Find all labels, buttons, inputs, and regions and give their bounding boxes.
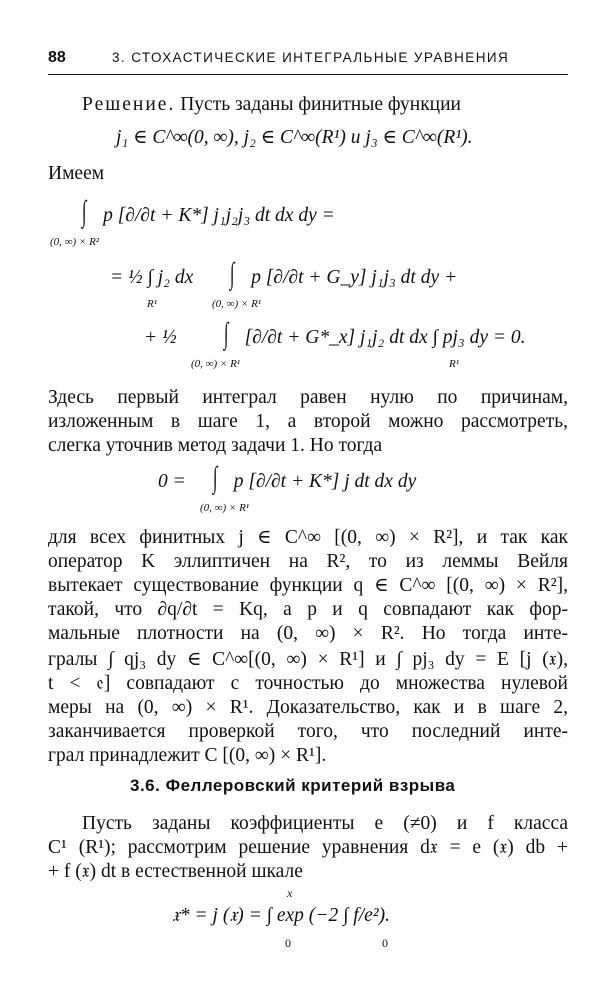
- para2-line-2: оператор K эллиптичен на R², то из леммы Вейля: [48, 551, 568, 572]
- eq1-line-3-prefix: + ½: [144, 327, 177, 348]
- para2-line-9: заканчивается проверкой того, что последний инте-: [48, 721, 568, 742]
- para2-line-1: для всех финитных j ∈ C^∞ [(0, ∞) × R²], и так как: [48, 527, 568, 548]
- eq3-lower-limit-b: 0: [382, 936, 388, 950]
- integral-sign: ∫: [229, 257, 235, 290]
- para2-line-8: меры на (0, ∞) × R¹. Доказательство, как и в шаге 2,: [48, 697, 568, 718]
- eq2-lhs: 0 =: [158, 471, 186, 492]
- eq3-lower-limit-a: 0: [285, 936, 291, 950]
- eq1-line-1-body: p [∂/∂t + K*] j₁j₂j₃ dt dx dy =: [103, 205, 335, 226]
- eq1-line-2-domain-b: (0, ∞) × R¹: [212, 298, 262, 310]
- para2-line-7: t < 𝔢] совпадают с точностью до множества нулевой: [48, 673, 568, 694]
- para1-line-2: изложенным в шаге 1, а второй можно рассмотреть,: [48, 411, 568, 432]
- eq2-body: p [∂/∂t + K*] j dt dx dy: [233, 471, 417, 492]
- eq1-line-3-body: [∂/∂t + G*_x] j₁j₂ dt dx ∫ pj₃ dy = 0.: [244, 327, 526, 348]
- integral-sign: ∫: [81, 195, 87, 228]
- solution-line-1: [82, 93, 461, 117]
- eq1-line-3-domain-a: (0, ∞) × R¹: [191, 358, 241, 370]
- para2-line-4: такой, что ∂q/∂t = Kq, а p и q совпадают как фор-: [48, 599, 568, 620]
- eq2: [158, 461, 417, 494]
- solution-line-1-text: Пусть заданы финитные функции: [180, 94, 461, 115]
- para2-line-3: вытекает существование функции q ∈ C^∞ [(0, ∞) × R²],: [48, 575, 568, 596]
- eq3: 𝔵* = j (𝔵) = ∫ exp (−2 ∫ f/e²).: [172, 905, 390, 926]
- running-header: [48, 46, 568, 75]
- para2-line-10: грал принадлежит C [(0, ∞) × R¹].: [48, 745, 327, 766]
- para1-line-3: слегка уточнив метод задачи 1. Но тогда: [48, 435, 383, 456]
- eq1-line-3: [144, 317, 526, 350]
- integral-sign: ∫: [212, 461, 218, 494]
- eq2-domain: (0, ∞) × R¹: [200, 502, 250, 514]
- running-head-title: 3. СТОХАСТИЧЕСКИЕ ИНТЕГРАЛЬНЫЕ УРАВНЕНИЯ: [112, 50, 510, 65]
- para1-line-1: Здесь первый интеграл равен нулю по причинам,: [48, 387, 568, 408]
- para3-line-1: Пусть заданы коэффициенты e (≠0) и f класса: [82, 813, 568, 834]
- eq3-upper-limit: x: [287, 886, 293, 900]
- eq1-line-2-domain-a: R¹: [147, 298, 158, 310]
- eq1-line-2: [110, 257, 458, 290]
- integral-sign: ∫: [223, 317, 228, 350]
- eq1-line-1-domain: (0, ∞) × R²: [50, 236, 100, 248]
- solution-lead: Решение.: [82, 94, 176, 115]
- section-heading: 3.6. Феллеровский критерий взрыва: [130, 776, 456, 795]
- eq1-line-2-body: p [∂/∂t + G_y] j₁j₃ dt dy +: [251, 267, 458, 288]
- para3-line-3: + f (𝔵) dt в естественной шкале: [48, 861, 303, 882]
- para3-line-2: C¹ (R¹); рассмотрим решение уравнения d𝔵 = e (𝔵) db +: [48, 837, 568, 858]
- imeem-word: Имеем: [48, 163, 105, 184]
- para2-line-6: гралы ∫ qj₃ dy ∈ C^∞[(0, ∞) × R¹] и ∫ pj₃ dy = E [j (𝔵),: [48, 649, 568, 670]
- para2-line-5: мальные плотности на (0, ∞) × R². Но тогда инте-: [48, 623, 568, 644]
- page-number: 88: [48, 49, 66, 66]
- eq1-line-2-prefix: = ½ ∫ j₂ dx: [110, 267, 194, 288]
- eq1-line-1: [80, 195, 335, 228]
- eq1-line-3-domain-b: R¹: [449, 358, 460, 370]
- solution-line-2: j₁ ∈ C^∞(0, ∞), j₂ ∈ C^∞(R¹) и j₃ ∈ C^∞(R¹).: [116, 127, 473, 148]
